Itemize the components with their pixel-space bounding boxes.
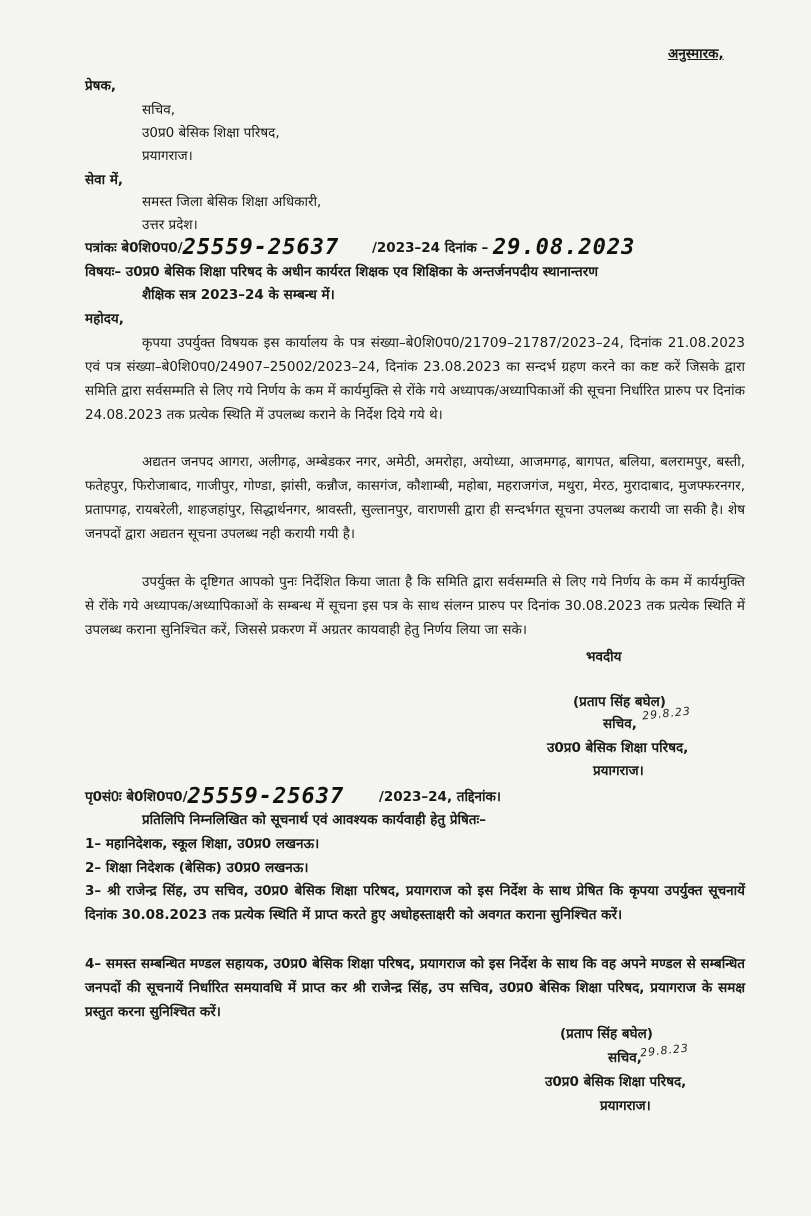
copy-item-4: 4– समस्त सम्बन्धित मण्डल सहायक, उ0प्र0 बेसिक शिक्षा परिषद, प्रयागराज को इस निर्देश के साथ कि वह अपने मण्डल से सम्बन्धित जनपदों की सूचनायें निर्धारित समयावधि में प्राप्त कर श्री राजेन्द्र सिंह, उप सचिव, उ0प्र0 बेसिक शिक्षा परिषद, प्रयागराज के समक्ष प्रस्तुत करना सुनिश्चित करें।: [85, 956, 745, 1020]
copy-item-2: 2– शिक्षा निदेशक (बेसिक) उ0प्र0 लखनऊ।: [85, 860, 309, 876]
signature-1-city: प्रयागराज।: [593, 763, 644, 779]
sender-line-1: सचिव,: [142, 102, 175, 118]
signature-1-title: सचिव,: [603, 716, 637, 732]
sender-label: प्रेषक,: [85, 78, 116, 94]
signature-1-name: (प्रताप सिंह बघेल): [573, 694, 666, 710]
reference-prefix: पत्रांकः बे0शि0प0/: [85, 240, 183, 256]
sender-line-3: प्रयागराज।: [142, 148, 193, 164]
signature-2-name: (प्रताप सिंह बघेल): [560, 1026, 653, 1042]
copy-reference-prefix: पृ0सं0ः बे0शि0प0/: [85, 789, 188, 805]
copy-item-3: 3– श्री राजेन्द्र सिंह, उप सचिव, उ0प्र0 बेसिक शिक्षा परिषद, प्रयागराज को इस निर्देश के साथ प्रेषित कि कृपया उपर्युक्त सूचनायें दिनांक 30.08.2023 तक प्रत्येक स्थिति में प्राप्त करते हुए अधोहस्ताक्षरी को अवगत कराना सुनिश्चित करें।: [85, 883, 745, 923]
salutation: महोदय,: [85, 311, 124, 327]
header-mark: अनुस्मारक,: [668, 46, 724, 62]
closing: भवदीय: [586, 649, 622, 665]
to-label: सेवा में,: [85, 172, 124, 188]
signature-1-org: उ0प्र0 बेसिक शिक्षा परिषद,: [547, 740, 689, 756]
signature-2-scrawl: 29.8.23: [639, 1041, 690, 1060]
signature-2-city: प्रयागराज।: [600, 1098, 651, 1114]
subject-line-2: शैक्षिक सत्र 2023–24 के सम्बन्ध में।: [142, 287, 335, 303]
recipient-line-2: उत्तर प्रदेश।: [142, 217, 198, 233]
copy-reference-number-handwritten: 25559-25637: [187, 784, 345, 809]
signature-2-org: उ0प्र0 बेसिक शिक्षा परिषद,: [545, 1074, 687, 1090]
subject-line-1: विषयः– उ0प्र0 बेसिक शिक्षा परिषद के अधीन कार्यरत शिक्षक एव शिक्षिका के अन्तर्जनपदीय स्थानान्तरण: [85, 264, 599, 280]
copy-item-1: 1– महानिदेशक, स्कूल शिक्षा, उ0प्र0 लखनऊ।: [85, 836, 320, 852]
signature-1-scrawl: 29.8.23: [641, 704, 692, 723]
copy-reference-line: [85, 784, 501, 809]
sender-line-2: उ0प्र0 बेसिक शिक्षा परिषद,: [142, 125, 280, 141]
reference-number-handwritten: 25559-25637: [182, 235, 340, 260]
signature-2-title: सचिव,: [608, 1050, 642, 1066]
paragraph-2: अद्यतन जनपद आगरा, अलीगढ़, अम्बेडकर नगर, अमेठी, अमरोहा, अयोध्या, आजमगढ़, बागपत, बलिया, बलरामपुर, बस्ती, फतेहपुर, फिरोजाबाद, गाजीपुर, गोण्डा, झांसी, कन्नौज, कासगंज, कौशाम्बी, महोबा, महराजगंज, मथुरा, मेरठ, मुरादाबाद, मुजफ्फरनगर, प्रतापगढ़, रायबरेली, शाहजहांपुर, सिद्धार्थनगर, श्रावस्ती, सुल्तानपुर, वाराणसी द्वारा ही सन्दर्भगत सूचना उपलब्ध करायी जा सकी है। शेष जनपदों द्वारा अद्यतन सूचना उपलब्ध नही करायी गयी है।: [85, 454, 745, 542]
reference-year: /2023–24 दिनांक –: [371, 240, 489, 256]
copy-reference-suffix: /2023–24, तद्दिनांक।: [378, 789, 501, 805]
paragraph-3: उपर्युक्त के दृष्टिगत आपको पुनः निर्देशित किया जाता है कि समिति द्वारा सर्वसम्मति से लिए गये निर्णय के कम में कार्यमुक्ति से रोंके गये अध्यापक/अध्यापिकाओं के सम्बन्ध में सूचना इस पत्र के साथ संलग्न प्रारुप पर दिनांक 30.08.2023 तक प्रत्येक स्थिति में उपलब्ध कराना सुनिश्चित करें, जिससे प्रकरण में अग्रतर कायवाही हेतु निर्णय लिया जा सके।: [85, 574, 745, 638]
reference-date-handwritten: 29.08.2023: [492, 235, 636, 260]
paragraph-1: कृपया उपर्युक्त विषयक इस कार्यालय के पत्र संख्या–बे0शि0प0/21709–21787/2023–24, दिनांक 21.08.2023 एवं पत्र संख्या–बे0शि0प0/24907–25002/2023–24, दिनांक 23.08.2023 का सन्दर्भ ग्रहण करने का कष्ट करें जिसके द्वारा समिति द्वारा सर्वसम्मति से लिए गये निर्णय के कम में कार्यमुक्ति से रोंके गये अध्यापक/अध्यापिकाओं की सूचना निर्धारित प्रारुप पर दिनांक 24.08.2023 तक प्रत्येक स्थिति में उपलब्ध कराने के निर्देश दिये गये थे।: [85, 335, 745, 423]
reference-line: [85, 235, 636, 260]
copy-intro: प्रतिलिपि निम्नलिखित को सूचनार्थ एवं आवश्यक कार्यवाही हेतु प्रेषितः–: [142, 812, 486, 828]
recipient-line-1: समस्त जिला बेसिक शिक्षा अधिकारी,: [142, 194, 322, 210]
